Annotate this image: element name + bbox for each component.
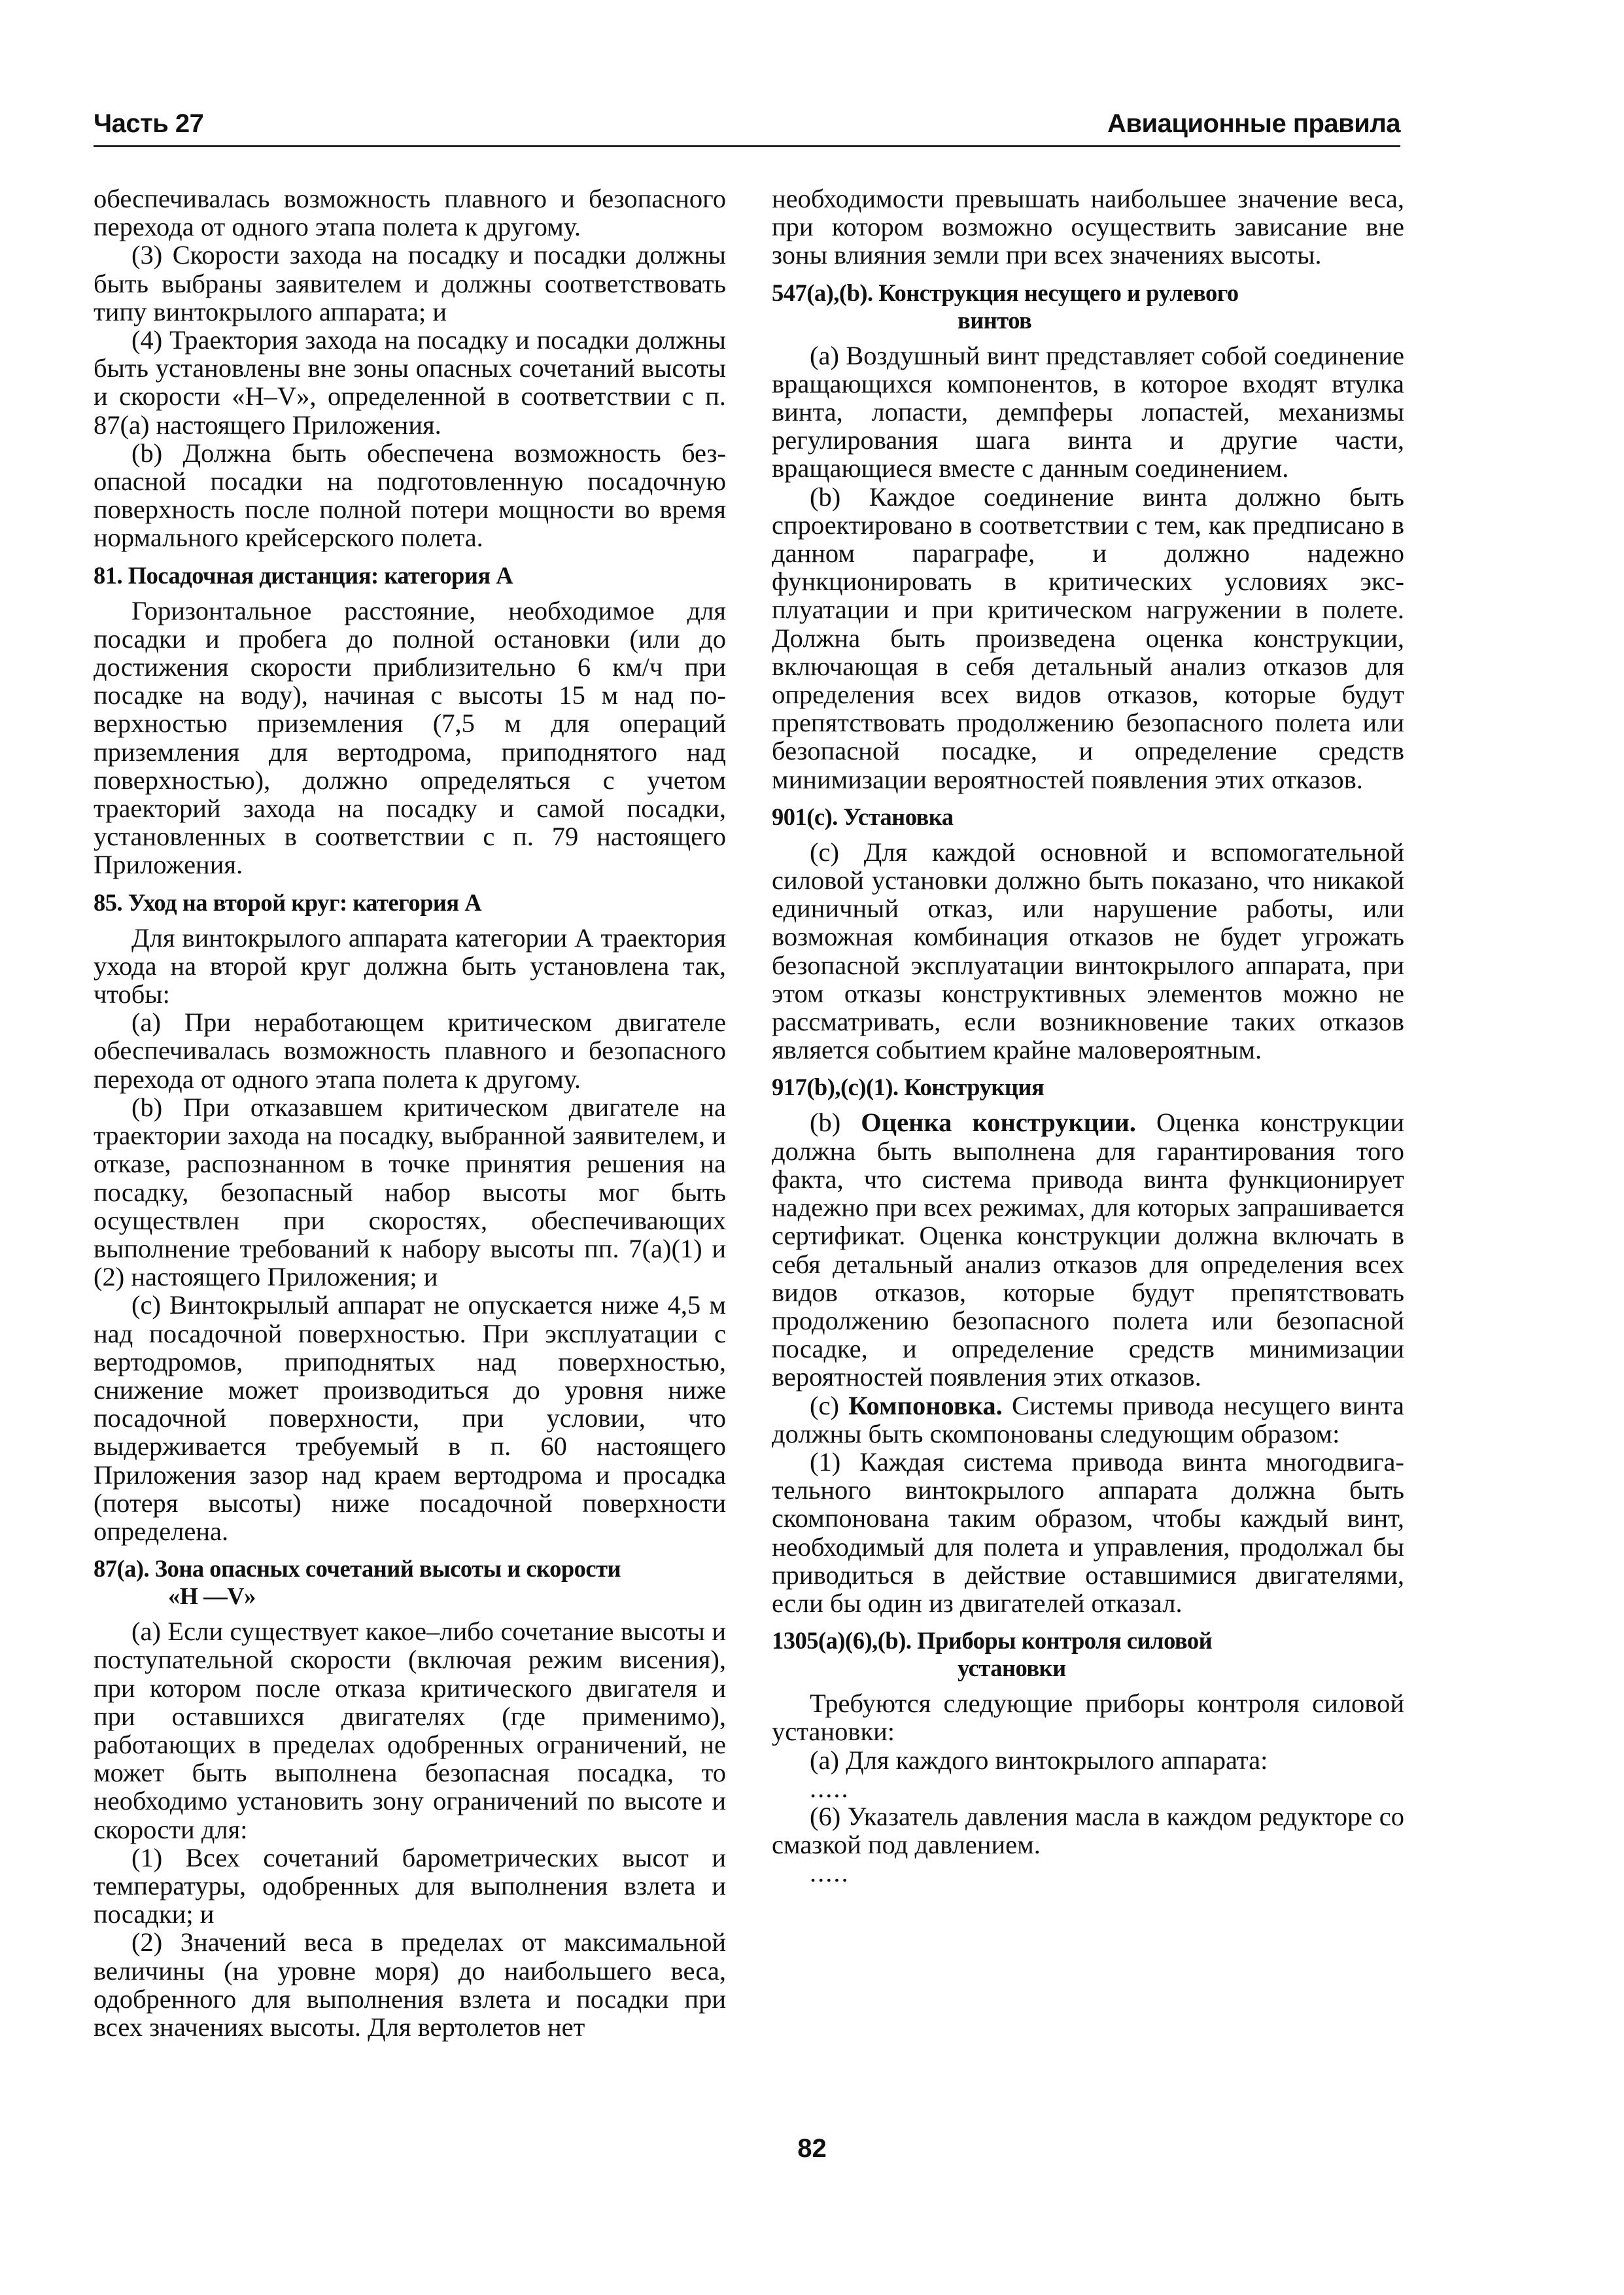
left-column: [94, 184, 726, 2041]
heading-line: «H —V»: [168, 1583, 256, 1610]
paragraph: (а) Если существует какое–либо сочетание высоты и поступательной скорости (включая режим висения), при котором после отказа критического двигателя и при оставшихся двигателях (где применимо), работающих в пределах одобренных ограничений, не может быть выполнена безопасная посадка, то необходимо установить зону ограничений по высоте и скорости для:: [94, 1617, 726, 1844]
item-prefix: (c): [810, 1390, 849, 1420]
document-title: Авиационные правила: [1107, 109, 1400, 138]
paragraph-text: Оценка конструкции должна быть выполнена для гарантирования того факта, что система привода винта функционирует надежно при всех режимах, для которых запрашивается сертификат. Оценка конструкции должна включать в себя детальный анализ отказов для определения всех видов отказов, которые будут препятствовать продолжению безопасного полета или безопасной посадке, и определение средств минимизации вероятностей появления этих отказов.: [772, 1108, 1404, 1392]
paragraph: (а) При неработающем критическом двигателе обеспечивалась возможность плавного и безопасного перехода от одного этапа полета к другому.: [94, 1007, 726, 1094]
paragraph: Для винтокрылого аппарата категории А траектория ухода на второй круг должна быть установлена так, чтобы:: [94, 922, 726, 1009]
page-number: 82: [797, 2134, 827, 2163]
section-heading-1305: [772, 1627, 1404, 1682]
paragraph: необходимости превышать наибольшее значение веса, при котором возможно осуществить зависание вне зоны влияния земли при всех значениях высоты.: [772, 184, 1404, 270]
paragraph-b: [772, 1108, 1404, 1391]
running-header: [94, 98, 1400, 147]
paragraph-text: Системы привода несущего винта должны быть скомпонованы следующим образом:: [772, 1390, 1405, 1448]
paragraph: (3) Скорости захода на посадку и посадки должны быть выбраны заявителем и должны соответствовать типу винтокрылого аппарата; и: [94, 240, 726, 326]
paragraph: (1) Всех сочетаний барометрических высот и температуры, одобренных для выполнения взлета и посадки; и: [94, 1842, 726, 1929]
section-heading-81: 81. Посадочная дистанция: категория А: [94, 561, 513, 589]
paragraph: Требуются следующие приборы контроля силовой установки:: [772, 1689, 1404, 1747]
paragraph-c: [772, 1392, 1404, 1448]
item-prefix: (b): [810, 1108, 861, 1138]
term: Компоновка.: [848, 1390, 1003, 1420]
heading-line: 547(a),(b). Конструкция несущего и рулевого: [772, 279, 1239, 306]
paragraph: (а) Для каждого винтокрылого аппарата:: [810, 1745, 1268, 1775]
heading-line: установки: [958, 1655, 1066, 1682]
paragraph: (1) Каждая система привода винта многодвигательного винтокрылого аппарата должна быть скомпонована таким образом, чтобы каждый винт, необходимый для полета и управления, продолжал бы приводиться в действие оставшимися двигателями, если бы один из двигателей отказал.: [772, 1446, 1404, 1618]
paragraph: (a) Воздушный винт представляет собой соединение вращающихся компонентов, в которое входят втулка винта, лопасти, демпферы лопастей, механизмы регулирования шага винта и другие части, вращающиеся вместе с данным соединением.: [772, 340, 1404, 483]
paragraph: (2) Значений веса в пределах от максимальной величины (на уровне моря) до наибольшего веса, одобренного для выполнения взлета и посадки при всех значениях высоты. Для вертолетов нет: [94, 1927, 726, 2042]
paragraph: обеспечивалась возможность плавного и безопасного перехода от одного этапа полета к другому.: [94, 184, 726, 242]
section-heading-87: [94, 1555, 726, 1610]
heading-line: винтов: [958, 306, 1032, 334]
paragraph: (c) Винтокрылый аппарат не опускается ниже 4,5 м над посадочной поверхностью. При эксплуатации с вертодромов, приподнятых над поверхностью, снижение может производиться до уровня ниже посадочной поверхности, при условии, что выдерживается требуемый в п. 60 настоящего Приложения зазор над краем вертодрома и просадка (потеря высоты) ниже посадочной поверхности определена.: [94, 1290, 726, 1546]
paragraph: (b) Должна быть обеспечена возможность безопасной посадки на подготовленную посадочную поверхность после полной потери мощности во время нормального крейсерского полета.: [94, 438, 726, 553]
heading-line: 1305(a)(6),(b). Приборы контроля силовой: [772, 1627, 1213, 1655]
right-column: [772, 184, 1404, 1887]
section-heading-547: [772, 279, 1404, 334]
term: Оценка конструкции.: [861, 1108, 1136, 1138]
paragraph: Горизонтальное расстояние, необходимое для посадки и пробега до полной остановки (или до достижения скорости приблизительно 6 км/ч при посадке на воду), начиная с высоты 15 м над поверхностью приземления (7,5 м для операций приземления для вертодрома, приподнятого над поверхностью), должно определяться с учетом траекторий захода на посадку и самой посадки, установленных в соответствии с п. 79 настоящего Приложения.: [94, 595, 726, 880]
paragraph: (c) Для каждой основной и вспомогательной силовой установки должно быть показано, что никакой единичный отказ, или нарушение работы, или возможная комбинация отказов не будет угрожать безопасной эксплуатации винтокрылого аппарата, при этом отказы конструктивных элементов можно не рассматривать, если возникновение таких отказов является событием крайне маловероятным.: [772, 837, 1404, 1065]
paragraph: (4) Траектория захода на посадку и посадки должны быть установлены вне зоны опасных сочетаний высоты и скорости «H–V», определенной в соответствии с п. 87(а) настоящего Приложения.: [94, 325, 726, 440]
heading-line: 87(a). Зона опасных сочетаний высоты и скорости: [94, 1555, 621, 1583]
paragraph: (b) При отказавшем критическом двигателе на траектории захода на посадку, выбранной заявителем, и отказе, распознанном в точке принятия решения на посадку, безопасный набор высоты мог быть осуществлен при скоростях, обеспечивающих выполнение требований к набору высоты пп. 7(а)(1) и (2) настоящего Приложения; и: [94, 1092, 726, 1292]
section-heading-917: 917(b),(c)(1). Конструкция: [772, 1074, 1045, 1101]
paragraph: (6) Указатель давления масла в каждом редукторе со смазкой под давлением.: [772, 1801, 1404, 1860]
ellipsis: .....: [810, 1858, 850, 1888]
paragraph: (b) Каждое соединение винта должно быть спроектировано в соответствии с тем, как предписано в данном параграфе, и должно надежно функционировать в критических условиях эксплуатации и при критическом нагружении в полете. Должна быть произведена оценка конструкции, включающая в себя детальный анализ отказов для определения всех видов отказов, которые будут препятствовать продолжению безопасного полета или безопасной посадке, и определение средств минимизации вероятностей появления этих отказов.: [772, 482, 1404, 794]
section-heading-901: 901(c). Установка: [772, 803, 954, 830]
part-label: Часть 27: [94, 109, 204, 138]
ellipsis: .....: [810, 1773, 850, 1803]
section-heading-85: 85. Уход на второй круг: категория А: [94, 888, 482, 916]
